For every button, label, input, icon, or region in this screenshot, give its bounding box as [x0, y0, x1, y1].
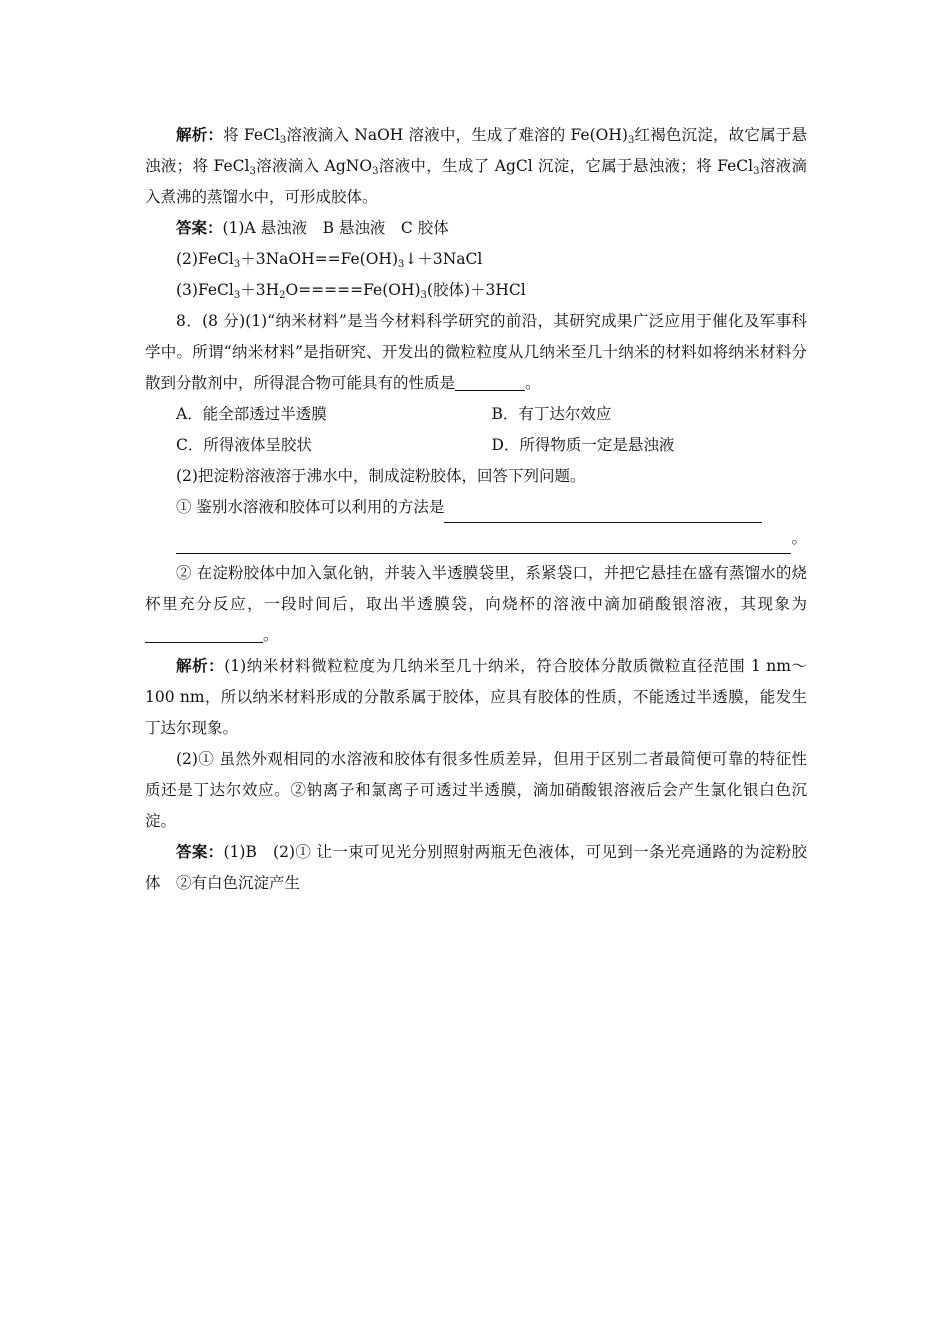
option-c: C．所得液体呈胶状	[176, 436, 312, 454]
answer-blank[interactable]	[455, 372, 525, 391]
q8-options-row-1	[145, 399, 807, 430]
equation-text: ↓＋3NaCl	[404, 250, 483, 268]
q8-stem-text: 8．(8 分)(1)“纳米材料”是当今材料科学研究的前沿，其研究成果广泛应用于催化及军事科学中。所谓“纳米材料”是指研究、开发出的微粒粒度从几纳米至几十纳米的材料如将纳米材料分散到分散剂中，所得混合物可能具有的性质是	[145, 312, 807, 392]
punctuation: 。	[791, 529, 807, 547]
equation-text: ＋3H	[240, 281, 280, 299]
q7-analysis-text: 溶液滴入煮沸的蒸馏水中，可形成胶体。	[145, 157, 807, 206]
q7-analysis	[145, 120, 807, 213]
q8-analysis-text: (1)纳米材料微粒粒度为几纳米至几十纳米，符合胶体分散质微粒直径范围 1 nm～100 nm，所以纳米材料形成的分散系属于胶体，应具有胶体的性质，不能透过半透膜，能发生丁达尔现象。	[145, 657, 807, 737]
option-d: D．所得物质一定是悬浊液	[491, 436, 675, 454]
subscript: 3	[420, 290, 427, 301]
q8-answer-text: (1)B (2)① 让一束可见光分别照射两瓶无色液体，可见到一条光亮通路的为淀粉胶体 ②有白色沉淀产生	[145, 843, 807, 892]
q8-sub1-blank-line	[145, 523, 807, 554]
q8-analysis-label: 解析：	[176, 657, 225, 675]
q8-sub1	[145, 492, 807, 523]
answer-blank[interactable]	[176, 535, 791, 554]
subscript: 3	[279, 135, 287, 146]
q7-analysis-text: 溶液中，生成了 AgCl 沉淀，它属于悬浊液；将 FeCl	[378, 157, 754, 175]
punctuation: 。	[525, 374, 541, 392]
q7-equation-2	[145, 244, 807, 275]
q7-equation-3	[145, 275, 807, 306]
option-b: B．有丁达尔效应	[491, 405, 612, 423]
q7-analysis-label: 解析：	[176, 126, 224, 144]
q8-sub2	[145, 558, 807, 651]
q8-analysis-2: (2)① 虽然外观相同的水溶液和胶体有很多性质差异，但用于区别二者最简便可靠的特征性质还是丁达尔效应。②钠离子和氯离子可透过半透膜，滴加硝酸银溶液后会产生氯化银白色沉淀。	[145, 750, 807, 830]
subscript: 3	[398, 259, 405, 270]
q8-part2-intro: (2)把淀粉溶液溶于沸水中，制成淀粉胶体，回答下列问题。	[176, 467, 586, 485]
q7-answer	[145, 213, 807, 244]
subscript: 3	[753, 166, 760, 177]
q8-analysis-1	[145, 651, 807, 744]
q7-analysis-text: 溶液滴入 AgNO	[255, 157, 373, 175]
q7-answer-label: 答案：	[176, 219, 223, 237]
q8-sub2-text: ② 在淀粉胶体中加入氯化钠，并装入半透膜袋里，系紧袋口，并把它悬挂在盛有蒸馏水的烧杯里充分反应，一段时间后，取出半透膜袋，向烧杯的溶液中滴加硝酸银溶液，其现象为	[145, 564, 807, 613]
q7-analysis-text: 溶液滴入 NaOH 溶液中，生成了难溶的 Fe(OH)	[286, 126, 628, 144]
q8-options-row-2	[145, 430, 807, 461]
equation-text: (胶体)＋3HCl	[426, 281, 526, 299]
q8-answer-label: 答案：	[176, 843, 224, 861]
equation-text: (3)FeCl	[176, 281, 234, 299]
subscript: 2	[279, 290, 286, 301]
answer-blank[interactable]	[145, 624, 263, 643]
q7-answer-text: (1)A 悬浊液 B 悬浊液 C 胶体	[222, 219, 449, 237]
equation-text: O=====Fe(OH)	[285, 281, 421, 299]
subscript: 3	[372, 166, 379, 177]
q7-analysis-text: 将 FeCl	[223, 126, 280, 144]
q8-stem	[145, 306, 807, 399]
q8-sub1-text: ① 鉴别水溶液和胶体可以利用的方法是	[176, 498, 445, 516]
answer-blank[interactable]	[444, 504, 762, 523]
document-content	[145, 120, 807, 899]
punctuation: 。	[263, 626, 279, 644]
q8-answer	[145, 837, 807, 899]
subscript: 3	[233, 259, 241, 270]
equation-text: ＋3NaOH==Fe(OH)	[240, 250, 398, 268]
q7-analysis-text: 红褐色沉淀，故它属于悬浊液；将 FeCl	[145, 126, 807, 175]
equation-text: (2)FeCl	[176, 250, 234, 268]
option-a: A．能全部透过半透膜	[176, 405, 327, 423]
subscript: 3	[627, 135, 635, 146]
subscript: 3	[249, 166, 256, 177]
subscript: 3	[233, 290, 241, 301]
